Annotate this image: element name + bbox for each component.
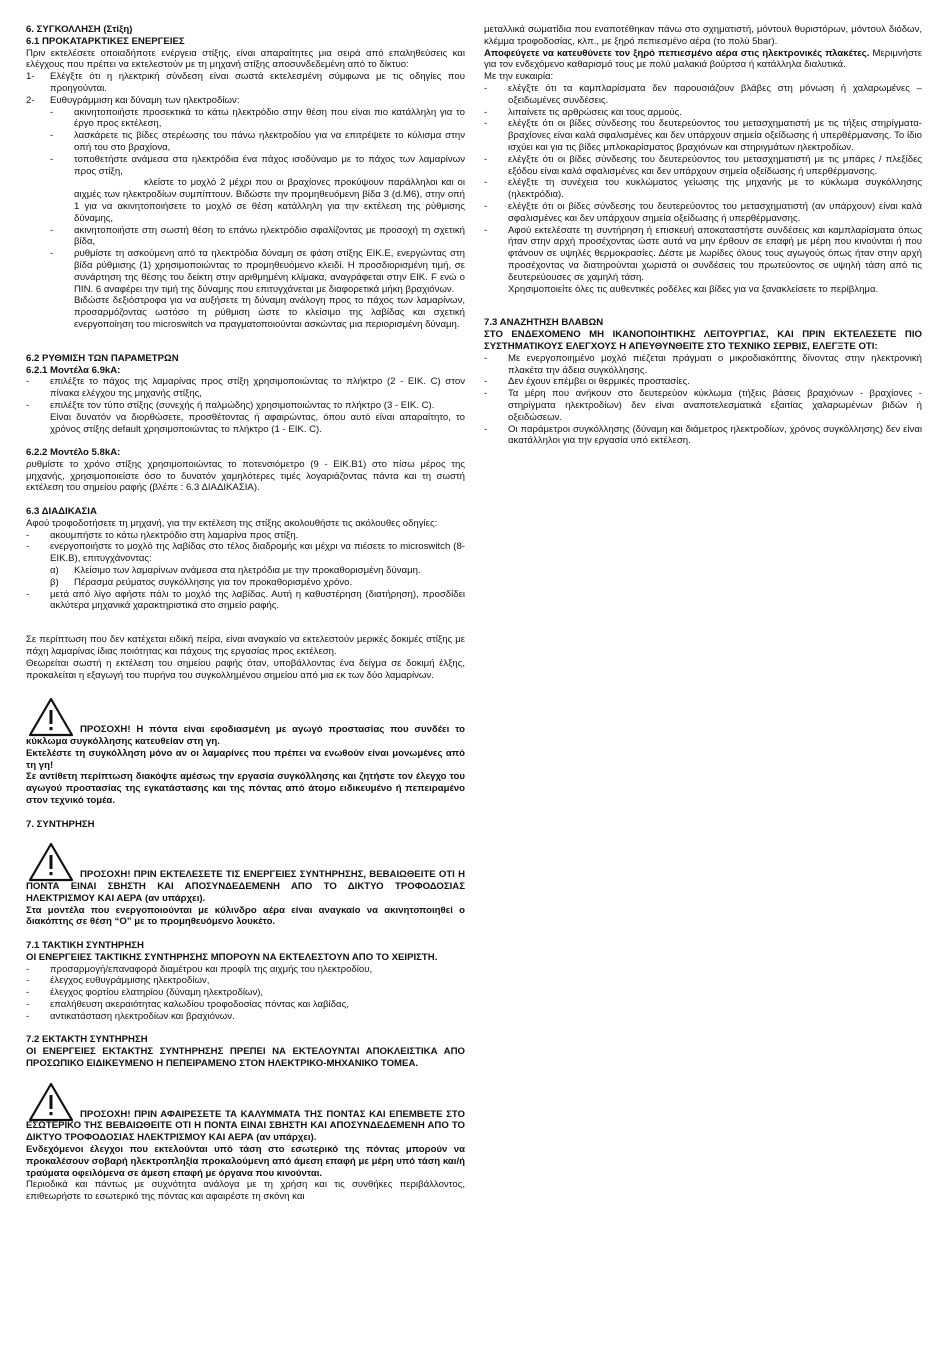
list-item: α) Κλείσιμο των λαμαρίνων ανάμεσα στα ηλετρόδια με την προκαθορισμένη δύναμη. <box>50 565 421 577</box>
list-item: - ελέγξτε ότι οι βίδες σύνδεσης του δευτερεύοντος του μετασχηματιστή με τις μπάρες / πλεξίδες εξόδου είναι καλά σφαλισμένες και δεν υπάρχουν σημεία οξείδωσης ή υπερθέρμανσης. <box>484 153 922 177</box>
section-7-title: 7. ΣΥΝΤΗΡΗΣΗ <box>26 818 95 830</box>
list-item: - επιλέξτε τον τύπο στίξης (συνεχής ή παλμώδης) χρησιμοποιώντας το πλήκτρο (3 - ΕΙΚ. C). <box>26 399 435 411</box>
warning-block <box>26 697 465 807</box>
section-6-2-2-title: 6.2.2 Μοντέλο 5.8kA: <box>26 447 121 459</box>
list-item: - Με ενεργοποιημένο μοχλό πιέζεται πράγματι ο μικροδιακόπτης δίνοντας στην ηλεκτρονική πλακέτα την άδεια συγκόλλησης. <box>484 352 922 376</box>
list-item-continuation: Βιδώστε δεξιόστροφα για να αυξήσετε τη δύναμη ανάλογη προς το πάχος των λαμαρίνων, προσαρμόζοντας ωστόσο τη ρύθμιση ώστε το κλείσιμο της λαβίδας και σχετική ενεργοποίηση του microswitch να πραγματοποιούνται ασκώντας μια περιορισμένη δύναμη. <box>74 295 465 330</box>
list-item: - ελέγξτε τη συνέχεια του κυκλώματος γείωσης της μηχανής με το κύκλωμα συγκόλλησης (ηλεκτρόδια). <box>484 177 922 201</box>
list-item-continuation: Χρησιμοποιείτε όλες τις αυθεντικές ροδέλες και βίδες για να ξανακλείσετε το περίβλημα. <box>508 283 879 295</box>
section-6-3-title: 6.3 ΔΙΑΔΙΚΑΣΙΑ <box>26 506 97 518</box>
sub-list <box>26 565 465 589</box>
warning-triangle-icon <box>28 842 74 882</box>
section-7-1-subtitle: ΟΙ ΕΝΕΡΓΕΙΕΣ ΤΑΚΤΙΚΗΣ ΣΥΝΤΗΡΗΣΗΣ ΜΠΟΡΟΥΝ ΝΑ ΕΚΤΕΛΕΣΤΟΥΝ ΑΠΟ ΤΟ ΧΕΙΡΙΣΤΗ. <box>26 951 438 963</box>
warning-block <box>26 1082 465 1180</box>
list-item: - λιπαίνετε τις αρθρώσεις και τους αρμούς. <box>484 106 682 118</box>
section-6-3-paragraph: Θεωρείται σωστή η εκτέλεση του σημείου ραφής όταν, υποβάλλοντας ένα δείγμα σε δοκιμή έλξης, προκαλείται η εξαγωγή του πυρήνα του συγκολλημένου σημείου από μια εκ των δύο λαμαρίνων. <box>26 657 465 681</box>
list-item: - λασκάρετε τις βίδες στερέωσης του πάνω ηλεκτροδίου για να επιτρέψετε το κύλισμα στην οπή του στο βραχίονα, <box>50 130 465 153</box>
list-item-continuation: Είναι δυνατόν να διορθώσετε, προσθέτοντας ή αφαιρώντας, όπου αυτό είναι απαραίτητο, το χρόνος στίξης default χρησιμοποιώντας το πλήκτρο (1 - ΕΙΚ. C). <box>50 411 465 435</box>
section-6-3-paragraph: Σε περίπτωση που δεν κατέχεται ειδική πείρα, είναι αναγκαίο να εκτελεστούν μερικές δοκιμές στίξης με πάχη λαμαρίνας ίδιας ποιότητας και πάχους της εργασίας προς εκτέλεση. <box>26 634 465 658</box>
left-column <box>26 24 465 1203</box>
list-item: - έλεγχος φορτίου ελατηρίου (δύναμη ηλεκτροδίων), <box>26 987 264 999</box>
section-6-1-intro: Πριν εκτελέσετε οποιαδήποτε ενέργεια στίξης, είναι απαραίτητες μια σειρά από επαληθεύσεις και ελέγχους που πρέπει να εκτελεστούν με τη μηχανή στίξης αποσυνδεδεμένη από το δίκτυο: <box>26 47 465 71</box>
list-item: - επιλέξτε το πάχος της λαμαρίνας προς στίξη χρησιμοποιώντας το πλήκτρο (2 - ΕΙΚ. C) στον πίνακα ελέγχου της μηχανής στίξης, <box>26 376 465 400</box>
section-7-1-title: 7.1 ΤΑΚΤΙΚΗ ΣΥΝΤΗΡΗΣΗ <box>26 939 144 951</box>
warning-triangle-icon <box>28 1082 74 1122</box>
warning-text: Εκτελέστε τη συγκόλληση μόνο αν οι λαμαρίνες που πρέπει να ενωθούν είναι μονωμένες από τη γη! <box>26 747 465 771</box>
list-item: β) Πέρασμα ρεύματος συγκόλλησης για τον προκαθορισμένο χρόνο. <box>50 576 353 588</box>
maintenance-paragraph: Με την ευκαιρία: <box>484 71 554 83</box>
section-7-2-subtitle: ΟΙ ΕΝΕΡΓΕΙΕΣ ΕΚΤΑΚΤΗΣ ΣΥΝΤΗΡΗΣΗΣ ΠΡΕΠΕΙ ΝΑ ΕΚΤΕΛΟΥΝΤΑΙ ΑΠΟΚΛΕΙΣΤΙΚΑ ΑΠΟ ΠΡΟΣΩΠΙΚΟ ΕΙΔΙΚΕΥΜΕΝΟ Η ΠΕΠΕΙΡΑΜΕΝΟ ΣΤΟΝ ΗΛΕΚΤΡΙΚΟ-ΜΗΧΑΝΙΚΟ ΤΟΜΕΑ. <box>26 1046 465 1069</box>
warning-block <box>26 842 465 928</box>
list-item: - Αφού εκτελέσατε τη συντήρηση ή επισκευή αποκαταστήστε συνδέσεις και καμπλαρίσματα όπως ήταν στην αρχή προσέχοντας ώστε αυτά να μην έρθουν σε επαφή με μέρη που κινούνται ή που φτάνουν σε υψηλές θερμοκρασίες. Δέστε με λωρίδες όλους τους αγωγούς όπως ήταν στην αρχή προσέχοντας να διατηρούνται χωριστά οι συνδέσεις του πρωτεύοντος σε υψηλή τάση από τις δευτερεύουσες σε χαμηλή τάση. <box>484 224 922 283</box>
warning-text: ΠΡΟΣΟΧΗ! ΠΡΙΝ ΑΦΑΙΡΕΣΕΤΕ ΤΑ ΚΑΛΥΜΜΑΤΑ ΤΗΣ ΠΟΝΤΑΣ ΚΑΙ ΕΠΕΜΒΕΤΕ ΣΤΟ ΕΣΩΤΕΡΙΚΟ ΤΗΣ ΒΕΒΑΙΩΘΕΙΤΕ ΟΤΙ Η ΠΟΝΤΑ ΕΙΝΑΙ ΣΒΗΣΤΗ ΚΑΙ ΑΠΟΣΥΝΔΕΔΕΜΕΝΗ ΑΠΟ ΤΟ ΔΙΚΤΥΟ ΤΡΟΦΟΔΟΣΙΑΣ ΗΛΕΚΤΡΙΣΜΟΥ ΚΑΙ ΑΕΡΑ (αν υπάρχει). <box>26 1108 465 1144</box>
list-item-continuation: κλείστε το μοχλό 2 μέχρι που οι βραχίονες προκύψουν παράλληλοι και οι αιχμές των ηλεκτροδίων συμπίπτουν. Βιδώστε την προμηθευόμενη βίδα 3 (d.M6), στην οπή 1 για να ακινητοποιήσετε το μοχλό σε θέση κατάλληλη για την εκτέλεση της ρύθμισης δύναμης, <box>74 177 465 224</box>
section-7-3-title: 7.3 ΑΝΑΖΗΤΗΣΗ ΒΛΑΒΩΝ <box>484 317 604 329</box>
warning-text: Ενδεχόμενοι έλεγχοι που εκτελούνται υπό τάση στο εσωτερικό της πόντας μπορούν να προκαλέσουν σοβαρή ηλεκτροπληξία προκαλούμενη από άμεση επαφή με μέρη υπό τάση και/ή τραύματα οφειλόμενα σε άμεση επαφή με όργανα που κινούνται. <box>26 1143 465 1179</box>
list-item: - ρυθμίστε τη ασκούμενη από τα ηλεκτρόδια δύναμη σε φάση στίξης ΕΙΚ.Ε, ενεργώντας στη βίδα ρύθμισης (1) χρησιμοποιώντας το προμηθευόμενο κλειδί. Η προσδιορισμένη τιμή, σε συνάρτηση της θέσης του δείκτη στην αριθμημένη κλίμακα, αναγράφεται στην ΕΙΚ. F ενώ ο ΠΙΝ. 6 αναφέρει την τιμή της δύναμης που επιτυγχάνεται με διαφορετικά μήκη βραχιόνων. <box>50 248 465 295</box>
list-item: - επαλήθευση ακεραιότητας καλωδίου τροφοδοσίας πόντας και λαβίδας, <box>26 998 349 1010</box>
warning-triangle-icon <box>28 697 74 737</box>
list-item: - τοποθετήστε ανάμεσα στα ηλεκτρόδια ένα πάχος ισοδύναμο με το πάχος των λαμαρίνων προς στίξη, <box>50 153 465 177</box>
list-item: - Δεν έχουν επέμβει οι θερμικές προστασίες. <box>484 376 690 388</box>
list-item: 1- Ελέγξτε ότι η ηλεκτρική σύνδεση είναι σωστά εκτελεσμένη σύμφωνα με τις οδηγίες που προηγούνται. <box>26 71 465 94</box>
list-item: - μετά από λίγο αφήστε πάλι το μοχλό της λαβίδας. Αυτή η καθυστέρηση (διατήρηση), προσδίδει ακλύτερα μηχανικά χαρακτηριστικά στο σημείο ραφής. <box>26 588 465 612</box>
section-7-3-subtitle: ΣΤΟ ΕΝΔΕΧΟΜΕΝΟ ΜΗ ΙΚΑΝΟΠΟΙΗΤΙΚΗΣ ΛΕΙΤΟΥΡΓΙΑΣ, ΚΑΙ ΠΡΙΝ ΕΚΤΕΛΕΣΕΤΕ ΠΙΟ ΣΥΣΤΗΜΑΤΙΚΟΥΣ ΕΛΕΓΧΟΥΣ Η ΑΠΕΥΘΥΝΘΕΙΤΕ ΣΤΟ ΤΕΧΝΙΚΟ ΣΕΡΒΙΣ, ΕΛΕΓΞΤΕ ΟΤΙ: <box>484 329 922 352</box>
list-item: - ακινητοποιήστε προσεκτικά το κάτω ηλεκτρόδιο στην θέση που είναι πιο κατάλληλη για το έργο προς εκτέλεση, <box>50 106 465 130</box>
list-item: - Τα μέρη που ανήκουν στο δευτερεύον κύκλωμα (τήξεις βάσεις βραχιόνων - βραχίονες - στηρίγματα ηλεκτροδίων) δεν είναι αναποτελεσματικά εξαιτίας χαλαρωμένων βιδών ή οξειδώσεων. <box>484 388 922 423</box>
list-item: - προσαρμογή/επαναφορά διαμέτρου και προφίλ της αιχμής του ηλεκτροδίου, <box>26 963 373 975</box>
list-item: - Οι παράμετροι συγκόλλησης (δύναμη και διάμετρος ηλεκτροδίων, χρόνος συγκόλλησης) δεν είναι ακατάλληλοι για την εργασία υπό εκτέλεση. <box>484 423 922 447</box>
list-item: - ακινητοποιήστε στη σωστή θέση το επάνω ηλεκτρόδιο σφαλίζοντας με προσοχή τη σχετική βίδα, <box>50 224 465 248</box>
warning-text: ΠΡΟΣΟΧΗ! ΠΡΙΝ ΕΚΤΕΛΕΣΕΤΕ ΤΙΣ ΕΝΕΡΓΕΙΕΣ ΣΥΝΤΗΡΗΣΗΣ, ΒΕΒΑΙΩΘΕΙΤΕ ΟΤΙ Η ΠΟΝΤΑ ΕΙΝΑΙ ΣΒΗΣΤΗ ΚΑΙ ΑΠΟΣΥΝΔΕΔΕΜΕΝΗ ΑΠΟ ΤΟ ΔΙΚΤΥΟ ΤΡΟΦΟΔΟΣΙΑΣ ΗΛΕΚΤΡΙΣΜΟΥ ΚΑΙ ΑΕΡΑ (αν υπάρχει). <box>26 869 465 904</box>
section-6-title: 6. ΣΥΓΚΟΛΛΗΣΗ (Στίξη) <box>26 24 133 35</box>
warning-text: ΠΡΟΣΟΧΗ! Η πόντα είναι εφοδιασμένη με αγωγό προστασίας που συνδέει το κύκλωμα συγκόλλησης κατευθείαν στη γη. <box>26 724 465 748</box>
list-item: - αντικατάσταση ηλεκτροδίων και βραχιόνων. <box>26 1010 235 1022</box>
section-6-1-title: 6.1 ΠΡΟΚΑΤΑΡΚΤΙΚΕΣ ΕΝΕΡΓΕΙΕΣ <box>26 35 185 47</box>
list-item: - ενεργοποιήστε το μοχλό της λαβίδας στο τέλος διαδρομής και μέχρι να πιέσετε το microswitch (8-ΕΙΚ.Β), επιτυγχάνοντας: <box>26 541 465 565</box>
list-item: - ελέγξτε ότι οι βίδες σύνδεσης του δευτερεύοντος του μετασχηματιστή με τις τήξεις στηρίγματα-βραχίονες είναι καλά σφαλισμένες και δεν υπάρχουν σημεία οξείδωσης ή υπερθέρμανσης. Το ίδιο ισχύει και για τις βίδες μπλοκαρίσματος βραχιόνων και στηριγμάτων ηλεκτροδίων. <box>484 118 922 153</box>
list-item: - ελέγξτε ότι τα καμπλαρίσματα δεν παρουσιάζουν βλάβες στη μόνωση ή χαλαρωμένες – οξειδωμένες συνδέσεις. <box>484 82 922 106</box>
warning-text: Στα μοντέλα που ενεργοποιούνται με κύλινδρο αέρα είναι αναγκαίο να ακινητοποιηθεί ο διακόπτης σε θέση “O” με το προμηθευόμενο λουκέτο. <box>26 904 465 928</box>
list-item: - ακουμπήστε το κάτω ηλεκτρόδιο στη λαμαρίνα προς στίξη. <box>26 529 299 541</box>
maintenance-paragraph: Αποφεύγετε να κατευθύνετε τον ξηρό πεπιεσμένο αέρα στις ηλεκτρονικές πλακέτες. Μεριμνήστε για τον ενδεχόμενο καθαρισμό τους με πολύ μαλακιά βούρτσα ή κατάλληλα διαλυτικά. <box>484 47 923 71</box>
section-6-3-intro: Αφού τροφοδοτήσετε τη μηχανή, για την εκτέλεση της στίξης ακολουθήστε τις ακόλουθες οδηγίες: <box>26 517 438 529</box>
sub-list <box>26 107 465 331</box>
warning-text: Σε αντίθετη περίπτωση διακόψτε αμέσως την εργασία συγκόλλησης και ζητήστε τον έλεγχο του αγωγού προστασίας της εγκατάστασης και της πόντας από άτομο ειδικευμένο ή πεπειραμένο στον τεχνικό τομέα. <box>26 771 465 807</box>
maintenance-paragraph: μεταλλικά σωματίδια που εναποτέθηκαν πάνω στο σχηματιστή, μόντουλ θυριστόρων, μόντουλ διόδων, κλέμμα τροφοδοσίας, κλπ., με ξηρό πεπιεσμένο αέρα (το πολύ 5bar). <box>484 24 922 47</box>
list-item: - έλεγχος ευθυγράμμισης ηλεκτροδίων, <box>26 975 210 987</box>
list-item: - ελέγξτε ότι οι βίδες σύνδεσης του δευτερεύοντος του μετασχηματιστή (αν υπάρχουν) είναι καλά σφαλισμένες και δεν υπάρχουν σημεία οξείδωσης ή υπερθέρμανσης. <box>484 200 922 224</box>
right-column <box>484 24 922 447</box>
section-6-2-1-title: 6.2.1 Μοντέλα 6.9kA: <box>26 364 121 376</box>
section-6-2-title: 6.2 ΡΥΘΜΙΣΗ ΤΩΝ ΠΑΡΑΜΕΤΡΩΝ <box>26 352 179 364</box>
section-6-2-2-text: ρυθμίστε το χρόνο στίξης χρησιμοποιώντας το ποτενσιόμετρο (9 - ΕΙΚ.Β1) στο πίσω μέρος της μηχανής, χρησιμοποιείστε όσο το δυνατόν χαμηλότερες τιμές λογαριάζοντας πάντα και τη σωστή εκτέλεση του σημείου ραφής (βλέπε : 6.3 ΔΙΑΔΙΚΑΣΙΑ). <box>26 458 465 494</box>
list-item: 2- Ευθυγράμμιση και δύναμη των ηλεκτροδίων: <box>26 94 240 106</box>
section-7-2-title: 7.2 ΕΚΤΑΚΤΗ ΣΥΝΤΗΡΗΣΗ <box>26 1034 148 1046</box>
section-7-2-paragraph: Περιοδικά και πάντως με συχνότητα ανάλογα με τη χρήση και τις συνθήκες περιβάλλοντος, επιθεωρήστε το εσωτερικό της πόντας και αφαιρέστε τη σκόνη και <box>26 1179 465 1203</box>
